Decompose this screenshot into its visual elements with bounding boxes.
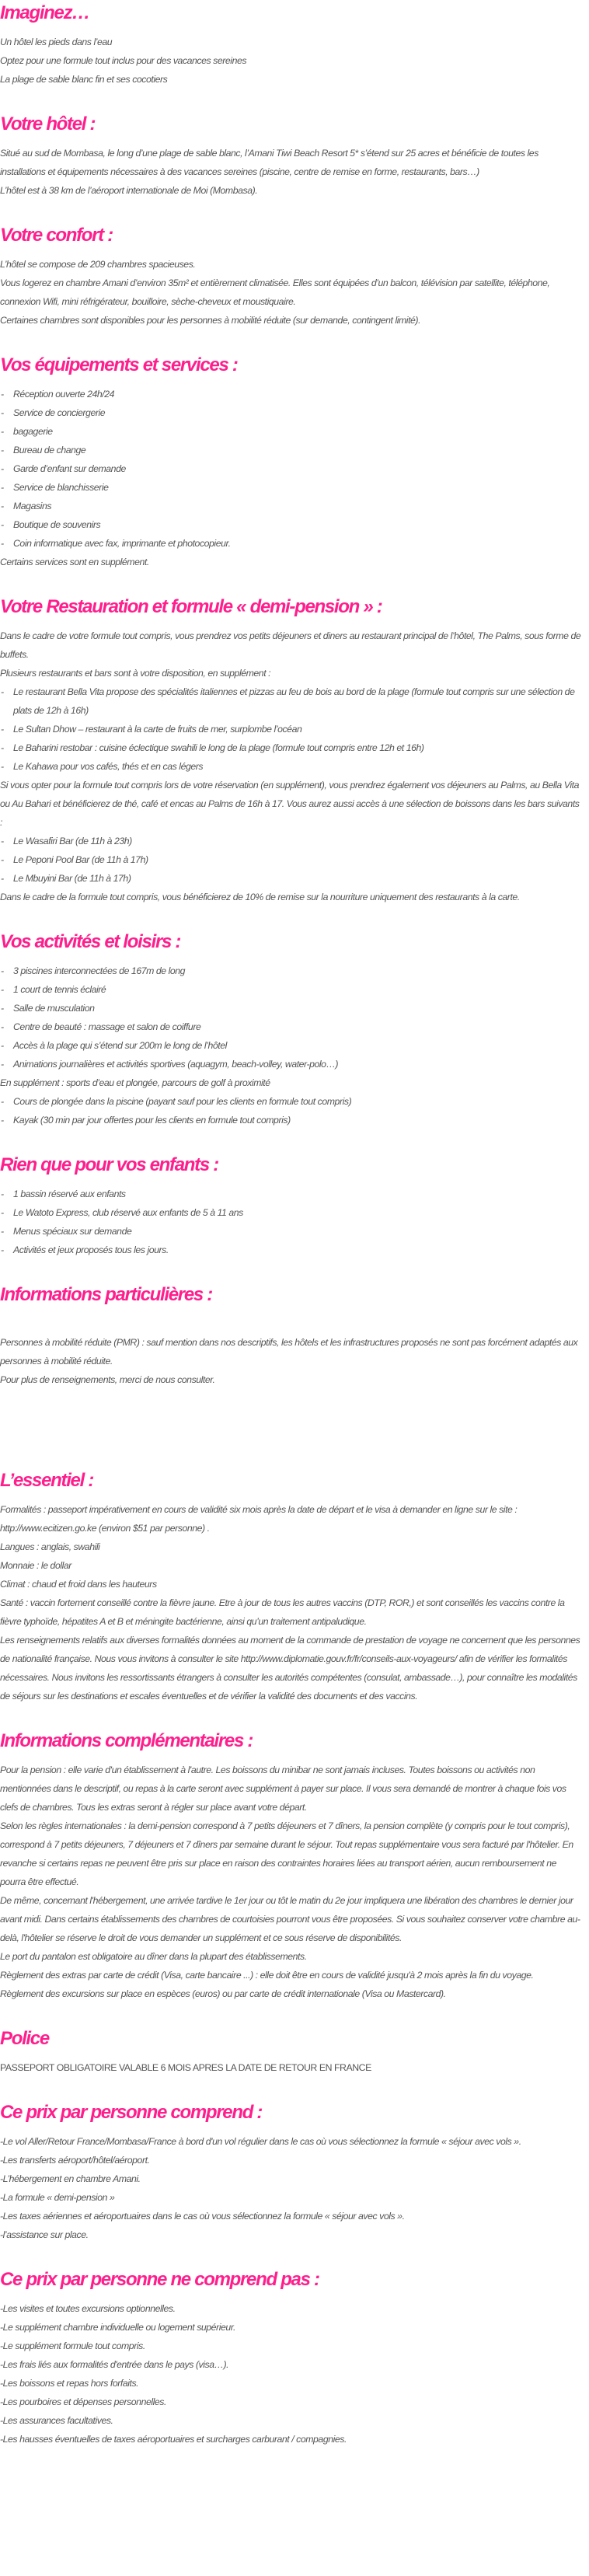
paragraph: Dans le cadre de la formule tout compris, vous bénéficierez de 10% de remise sur la nourriture uniquement des restaurants à la carte. <box>0 892 520 902</box>
paragraph: En supplément : sports d’eau et plongée, parcours de golf à proximité <box>0 1077 270 1088</box>
paragraph: -Les hausses éventuelles de taxes aéroportuaires et surcharges carburant / compagnies. <box>0 2434 347 2445</box>
paragraph: Si vous opter pour la formule tout compris lors de votre réservation (en supplément), vous prendrez également vos déjeuners au Palms, au Bella Vita ou Au Bahari et bénéficierez de thé, café et encas au Palms de 16h à 17. Vous aurez aussi accès à une sélection de boissons dans les bars suivants : <box>0 780 580 828</box>
section-heading: Vos équipements et services : <box>0 354 238 375</box>
list-item-text: Service de blanchisserie <box>13 482 109 493</box>
paragraph: -La formule « demi-pension » <box>0 2192 115 2203</box>
paragraph: -Le supplément chambre individuelle ou logement supérieur. <box>0 2322 235 2333</box>
dash-bullet-icon: - <box>1 686 4 697</box>
dash-bullet-icon: - <box>1 501 4 511</box>
list-item-text: Animations journalières et activités sportives (aquagym, beach-volley, water-polo…) <box>13 1059 339 1070</box>
list-item <box>0 720 583 738</box>
dash-bullet-icon: - <box>1 724 4 735</box>
section-ce-prix-par-personne-comprend <box>0 2101 583 2244</box>
dash-bullet-icon: - <box>1 1021 4 1032</box>
paragraph: Santé : vaccin fortement conseillé contre la fièvre jaune. Etre à jour de tous les autres vaccins (DTP, ROR,) et sont conseillés les vaccins contre la fièvre typhoïde, hépatites A et B et méningite bactérienne, ainsi qu’un traitement antipaludique. <box>0 1597 565 1627</box>
paragraph: -Le supplément formule tout compris. <box>0 2340 145 2351</box>
section-heading: Rien que pour vos enfants : <box>0 1154 218 1175</box>
section-police <box>0 2027 583 2077</box>
list-item-text: Activités et jeux proposés tous les jours. <box>13 1244 169 1255</box>
section-ce-prix-par-personne-ne-comprend-pas <box>0 2268 583 2449</box>
list-item-text: Coin informatique avec fax, imprimante et photocopieur. <box>13 538 231 549</box>
paragraph: -Les transferts aéroport/hôtel/aéroport. <box>0 2155 150 2166</box>
paragraph: -L’hébergement en chambre Amani. <box>0 2173 141 2184</box>
list-item <box>0 497 583 515</box>
list-item <box>0 1203 583 1222</box>
list-item <box>0 850 583 869</box>
list-item-text: Le Watoto Express, club réservé aux enfants de 5 à 11 ans <box>13 1207 243 1218</box>
section-heading: Votre confort : <box>0 225 113 246</box>
dash-bullet-icon: - <box>1 1207 4 1218</box>
list-item <box>0 999 583 1017</box>
list-item-text: Salle de musculation <box>13 1003 95 1014</box>
list-item <box>0 1055 583 1073</box>
section-heading: Votre Restauration et formule « demi-pension » : <box>0 596 382 617</box>
paragraph: -Le vol Aller/Retour France/Mombasa/France à bord d'un vol régulier dans le cas où vous sélectionnez la formule « séjour avec vols ». <box>0 2136 521 2147</box>
paragraph: Langues : anglais, swahili <box>0 1541 100 1552</box>
dash-bullet-icon: - <box>1 873 4 884</box>
dash-bullet-icon: - <box>1 482 4 493</box>
section-heading: Ce prix par personne comprend : <box>0 2102 263 2123</box>
list-item-text: 1 court de tennis éclairé <box>13 984 106 995</box>
paragraph: PASSEPORT OBLIGATOIRE VALABLE 6 MOIS APRES LA DATE DE RETOUR EN FRANCE <box>0 2062 371 2073</box>
list-item <box>0 385 583 403</box>
dash-bullet-icon: - <box>1 407 4 418</box>
section-vos-activites-et-loisirs <box>0 930 583 1129</box>
section-rien-que-pour-vos-enfants <box>0 1154 583 1259</box>
paragraph: Un hôtel les pieds dans l’eau <box>0 37 113 47</box>
dash-bullet-icon: - <box>1 984 4 995</box>
dash-bullet-icon: - <box>1 836 4 846</box>
list-item <box>0 1036 583 1055</box>
dash-bullet-icon: - <box>1 1059 4 1070</box>
section-heading: Informations particulières : <box>0 1284 212 1305</box>
dash-bullet-icon: - <box>1 965 4 976</box>
paragraph: -Les frais liés aux formalités d'entrée dans le pays (visa…). <box>0 2359 229 2370</box>
list-item <box>0 478 583 497</box>
list-item-text: Le restaurant Bella Vita propose des spécialités italiennes et pizzas au feu de bois au bord de la plage (formule tout compris sur une sélection de plats de 12h à 16h) <box>13 686 575 716</box>
list-item-text: Cours de plongée dans la piscine (payant sauf pour les clients en formule tout compris) <box>13 1096 352 1107</box>
list-item-text: Magasins <box>13 501 52 511</box>
list-item-text: Menus spéciaux sur demande <box>13 1226 132 1237</box>
paragraph: -Les boissons et repas hors forfaits. <box>0 2378 139 2389</box>
dash-bullet-icon: - <box>1 742 4 753</box>
blank-line <box>0 1389 583 1408</box>
paragraph: Certaines chambres sont disponibles pour les personnes à mobilité réduite (sur demande, contingent limité). <box>0 315 421 326</box>
list-item-text: Garde d’enfant sur demande <box>13 463 126 474</box>
paragraph: Vous logerez en chambre Amani d’environ 35m² et entièrement climatisée. Elles sont équipées d’un balcon, télévision par satellite, téléphone, connexion Wifi, mini réfrigérateur, bouilloire, sèche-cheveux et moustiquaire. <box>0 277 550 307</box>
dash-bullet-icon: - <box>1 1040 4 1051</box>
list-item-text: bagagerie <box>13 426 53 437</box>
paragraph: L’hôtel est à 38 km de l’aéroport internationale de Moi (Mombasa). <box>0 185 258 196</box>
list-item-text: 3 piscines interconnectées de 167m de long <box>13 965 186 976</box>
dash-bullet-icon: - <box>1 1226 4 1237</box>
paragraph: Monnaie : le dollar <box>0 1560 71 1571</box>
paragraph: Les renseignements relatifs aux diverses formalités données au moment de la commande de prestation de voyage ne concernent que les personnes de nationalité française. Nous vous invitons à consulter le site http://www.diplomatie.gouv.fr/fr/conseils-aux-voyageurs/ afin de vérifier les formalités nécessaires. Nous invitons les ressortissants étrangers à consulter les autorités compétentes (consulat, ambassade…), pour connaître les modalités de séjours sur les destinations et escales éventuelles et de vérifier la validité des documents et des vaccins. <box>0 1635 580 1702</box>
section-heading: Police <box>0 2028 49 2049</box>
list-item-text: Centre de beauté : massage et salon de coiffure <box>13 1021 201 1032</box>
list-item <box>0 980 583 999</box>
blank-line <box>0 1314 583 1333</box>
list-item-text: Le Mbuyini Bar (de 11h à 17h) <box>13 873 131 884</box>
dash-bullet-icon: - <box>1 1189 4 1199</box>
paragraph: Le port du pantalon est obligatoire au dîner dans la plupart des établissements. <box>0 1951 307 1962</box>
dash-bullet-icon: - <box>1 426 4 437</box>
list-item-text: Service de conciergerie <box>13 407 106 418</box>
section-heading: Ce prix par personne ne comprend pas : <box>0 2269 319 2290</box>
list-item <box>0 403 583 422</box>
section-l-essentiel <box>0 1469 583 1705</box>
list-item-text: Réception ouverte 24h/24 <box>13 389 115 400</box>
list-item-text: Bureau de change <box>13 445 86 456</box>
paragraph: L’hôtel se compose de 209 chambres spacieuses. <box>0 259 196 270</box>
blank-line <box>0 1408 583 1426</box>
list-item <box>0 422 583 441</box>
blank-line <box>0 1426 583 1445</box>
list-item-text: Le Peponi Pool Bar (de 11h à 17h) <box>13 854 148 865</box>
paragraph: Formalités : passeport impérativement en cours de validité six mois après la date de départ et le visa à demander en ligne sur le site : http://www.ecitizen.go.ke (environ $51 par personne) . <box>0 1504 518 1534</box>
section-votre-hotel <box>0 113 583 200</box>
section-heading: Imaginez… <box>0 2 89 23</box>
dash-bullet-icon: - <box>1 519 4 530</box>
list-item <box>0 515 583 534</box>
section-informations-complementaires <box>0 1730 583 2003</box>
section-votre-confort <box>0 224 583 330</box>
dash-bullet-icon: - <box>1 1244 4 1255</box>
list-item <box>0 534 583 553</box>
section-heading: Informations complémentaires : <box>0 1730 253 1751</box>
list-item <box>0 441 583 459</box>
list-item <box>0 869 583 888</box>
section-votre-restauration-et-formule-demi-pension <box>0 595 583 906</box>
dash-bullet-icon: - <box>1 463 4 474</box>
list-item <box>0 1241 583 1259</box>
dash-bullet-icon: - <box>1 761 4 772</box>
list-item <box>0 1017 583 1036</box>
list-item-text: 1 bassin réservé aux enfants <box>13 1189 126 1199</box>
list-item <box>0 757 583 776</box>
paragraph: -l’assistance sur place. <box>0 2229 89 2240</box>
dash-bullet-icon: - <box>1 1096 4 1107</box>
list-item-text: Le Kahawa pour vos cafés, thés et en cas légers <box>13 761 204 772</box>
paragraph: Pour plus de renseignements, merci de nous consulter. <box>0 1374 215 1385</box>
section-heading: Votre hôtel : <box>0 113 96 134</box>
paragraph: Plusieurs restaurants et bars sont à votre disposition, en supplément : <box>0 668 271 679</box>
paragraph: -Les assurances facultatives. <box>0 2415 113 2426</box>
paragraph: Personnes à mobilité réduite (PMR) : sauf mention dans nos descriptifs, les hôtels et les infrastructures proposés ne sont pas forcément adaptés aux personnes à mobilité réduite. <box>0 1337 578 1367</box>
list-item <box>0 1111 583 1129</box>
paragraph: Pour la pension : elle varie d'un établissement à l'autre. Les boissons du minibar ne sont jamais incluses. Toutes boissons ou activités non mentionnées dans le descriptif, ou repas à la carte seront avec supplément à payer sur place. Il vous sera demandé de montrer à chaque fois vos clefs de chambres. Tous les extras seront à régler sur place avant votre départ. <box>0 1764 566 1813</box>
list-item <box>0 1222 583 1241</box>
paragraph: Climat : chaud et froid dans les hauteurs <box>0 1579 157 1590</box>
list-item <box>0 1092 583 1111</box>
dash-bullet-icon: - <box>1 538 4 549</box>
section-vos-equipements-et-services <box>0 354 583 571</box>
paragraph: Règlement des excursions sur place en espèces (euros) ou par carte de crédit internationale (Visa ou Mastercard). <box>0 1988 446 1999</box>
paragraph: La plage de sable blanc fin et ses cocotiers <box>0 74 168 85</box>
list-item-text: Kayak (30 min par jour offertes pour les clients en formule tout compris) <box>13 1115 291 1126</box>
paragraph: Selon les règles internationales : la demi-pension correspond à 7 petits déjeuners et 7 dîners, la pension complète (y compris pour le tout compris), correspond à 7 petits déjeuners, 7 déjeuners et 7 dîners par semaine durant le séjour. Tout repas supplémentaire vous sera facturé par l'hôtelier. En revanche si certains repas ne peuvent être pris sur place en raison des contraintes horaires liées au transport aérien, aucun remboursement ne pourra être effectué. <box>0 1820 573 1887</box>
list-item <box>0 962 583 980</box>
section-heading: Vos activités et loisirs : <box>0 931 181 952</box>
paragraph: -Les visites et toutes excursions optionnelles. <box>0 2303 176 2314</box>
section-heading: L’essentiel : <box>0 1470 94 1491</box>
dash-bullet-icon: - <box>1 1115 4 1126</box>
dash-bullet-icon: - <box>1 1003 4 1014</box>
dash-bullet-icon: - <box>1 389 4 400</box>
list-item <box>0 832 583 850</box>
list-item-text: Le Wasafiri Bar (de 11h à 23h) <box>13 836 132 846</box>
list-item-text: Le Baharini restobar : cuisine éclectique swahili le long de la plage (formule tout compris entre 12h et 16h) <box>13 742 424 753</box>
list-item-text: Accès à la plage qui s’étend sur 200m le long de l’hôtel <box>13 1040 227 1051</box>
paragraph: Règlement des extras par carte de crédit (Visa, carte bancaire ...) : elle doit être en cours de validité jusqu'à 2 mois après la fin du voyage. <box>0 1970 534 1981</box>
list-item <box>0 459 583 478</box>
section-informations-particulieres <box>0 1283 583 1445</box>
list-item-text: Le Sultan Dhow – restaurant à la carte de fruits de mer, surplombe l’océan <box>13 724 302 735</box>
dash-bullet-icon: - <box>1 445 4 456</box>
list-item <box>0 1185 583 1203</box>
list-item-text: Boutique de souvenirs <box>13 519 101 530</box>
paragraph: -Les pourboires et dépenses personnelles. <box>0 2396 166 2407</box>
dash-bullet-icon: - <box>1 854 4 865</box>
paragraph: Situé au sud de Mombasa, le long d’une plage de sable blanc, l’Amani Tiwi Beach Resort 5* s’étend sur 25 acres et bénéficie de toutes les installations et équipements nécessaires à des vacances sereines (piscine, centre de remise en forme, restaurants, bars…) <box>0 148 538 177</box>
paragraph: -Les taxes aériennes et aéroportuaires dans le cas où vous sélectionnez la formule « séjour avec vols ». <box>0 2211 405 2222</box>
section-imaginez <box>0 2 583 89</box>
list-item <box>0 738 583 757</box>
list-item <box>0 682 583 720</box>
paragraph: De même, concernant l'hébergement, une arrivée tardive le 1er jour ou tôt le matin du 2e jour impliquera une libération des chambres le dernier jour avant midi. Dans certains établissements des chambres de courtoisies pourront vous être proposées. Si vous souhaitez conserver votre chambre au-delà, l'hôtelier se réserve le droit de vous demander un supplément et ce sous réserve de disponibilités. <box>0 1895 580 1943</box>
paragraph: Certains services sont en supplément. <box>0 557 149 567</box>
paragraph: Optez pour une formule tout inclus pour des vacances sereines <box>0 55 247 66</box>
paragraph: Dans le cadre de votre formule tout compris, vous prendrez vos petits déjeuners et diners au restaurant principal de l’hôtel, The Palms, sous forme de buffets. <box>0 630 581 660</box>
